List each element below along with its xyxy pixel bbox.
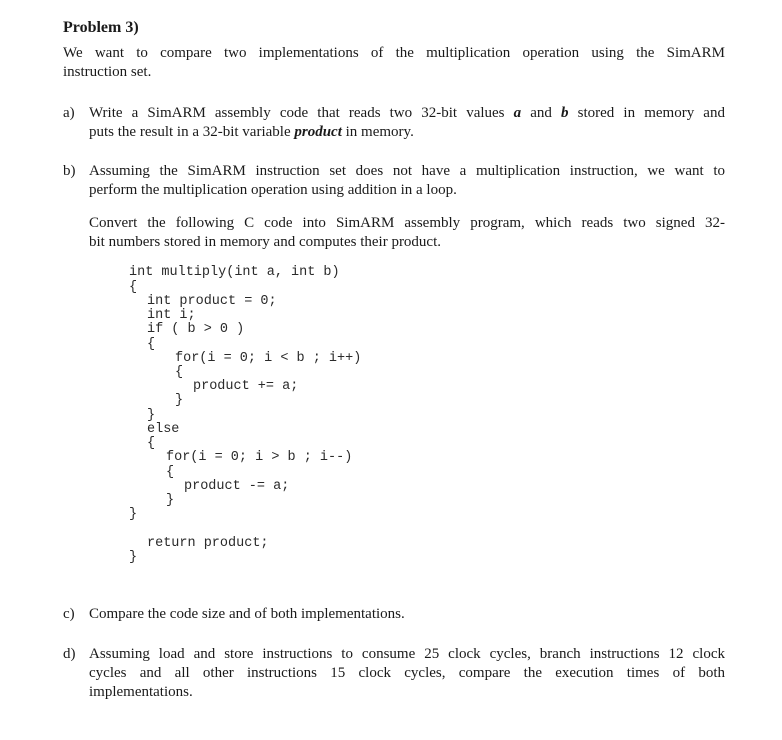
code-line: return product;	[147, 536, 269, 551]
part-b-p1-line-2: perform the multiplication operation using addition in a loop.	[89, 182, 457, 198]
part-d-letter: d)	[63, 646, 76, 662]
part-c-text: Compare the code size and of both implementations.	[89, 606, 405, 622]
code-line: {	[147, 337, 156, 352]
part-b-p1-line-1: Assuming the SimARM instruction set does not have a multiplication instruction, we want to	[89, 163, 725, 179]
part-c-body	[89, 605, 725, 624]
part-d-body	[89, 645, 725, 702]
code-line: }	[147, 408, 156, 423]
part-a-body	[89, 104, 725, 142]
part-a-letter: a)	[63, 105, 75, 121]
code-line: else	[147, 422, 180, 437]
part-b-body	[89, 162, 725, 252]
code-line: for(i = 0; i < b ; i++)	[175, 351, 362, 366]
code-line: {	[166, 465, 175, 480]
code-line: product += a;	[193, 379, 299, 394]
part-d-line-3: implementations.	[89, 684, 193, 700]
part-c-letter: c)	[63, 606, 75, 622]
code-line: }	[175, 393, 184, 408]
part-d-line-1: Assuming load and store instructions to consume 25 clock cycles, branch instructions 12 clock	[89, 646, 725, 662]
code-line: int i;	[147, 308, 196, 323]
code-line: for(i = 0; i > b ; i--)	[166, 450, 353, 465]
intro-line-2: instruction set.	[63, 64, 152, 80]
var-a: a	[513, 105, 522, 121]
code-line: }	[166, 493, 175, 508]
code-line: int product = 0;	[147, 294, 277, 309]
intro-line-1: We want to compare two implementations of the multiplication operation using the SimARM	[63, 45, 725, 61]
part-d-line-2: cycles and all other instructions 15 clock cycles, compare the execution times of both	[89, 665, 725, 681]
var-b: b	[561, 105, 569, 121]
code-line: if ( b > 0 )	[147, 322, 245, 337]
code-line: }	[129, 550, 138, 565]
var-product: product	[294, 124, 342, 140]
part-a-line-1: Write a SimARM assembly code that reads two 32-bit values a and b stored in memory and	[89, 105, 725, 121]
code-line: }	[129, 507, 138, 522]
part-a-line-2: puts the result in a 32-bit variable product in memory.	[89, 124, 414, 140]
problem-intro	[63, 44, 725, 82]
code-line: product -= a;	[184, 479, 290, 494]
code-line: {	[129, 280, 138, 295]
code-line: {	[175, 365, 184, 380]
problem-title: Problem 3)	[63, 19, 139, 36]
part-b-letter: b)	[63, 163, 76, 179]
code-line: int multiply(int a, int b)	[129, 265, 340, 280]
part-b-p2-line-2: bit numbers stored in memory and computes their product.	[89, 234, 442, 250]
part-b-p2-line-1: Convert the following C code into SimARM assembly program, which reads two signed 32-	[89, 215, 725, 231]
code-line: {	[147, 436, 156, 451]
